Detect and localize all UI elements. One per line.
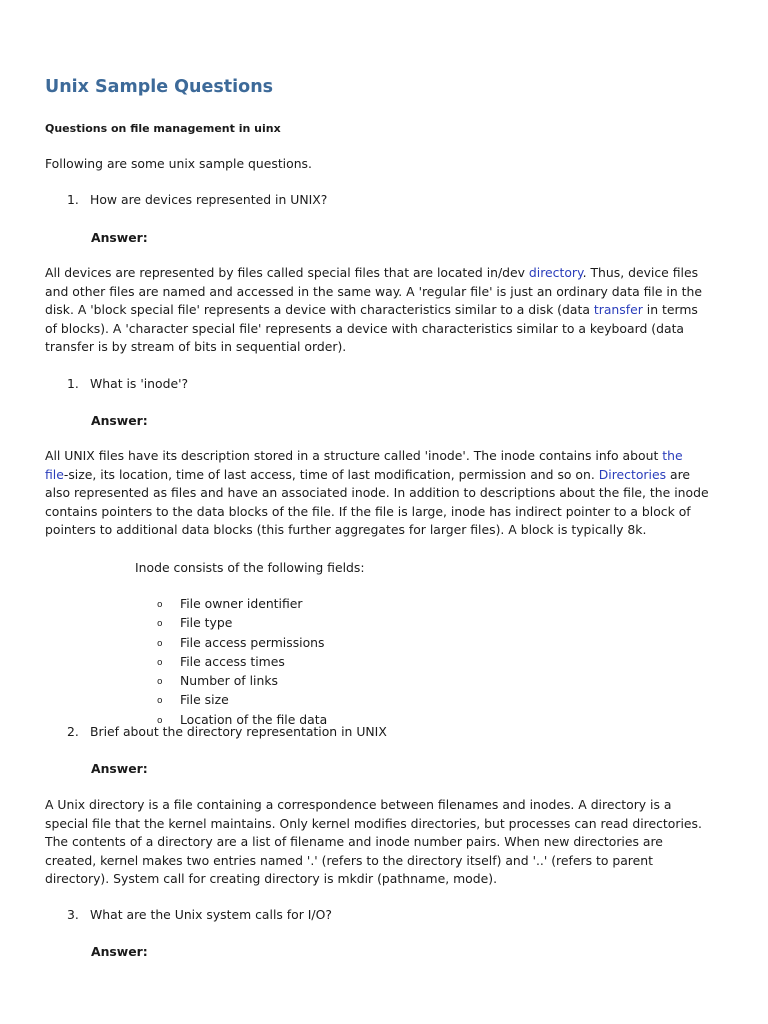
question-text: How are devices represented in UNIX? xyxy=(90,192,328,207)
list-item-text: Location of the file data xyxy=(180,711,328,727)
question-number: 3. xyxy=(67,907,79,922)
answer-1-paragraph xyxy=(45,264,725,357)
bullet-marker: o xyxy=(157,619,163,630)
answer-label: Answer: xyxy=(91,944,148,959)
link-transfer[interactable]: transfer xyxy=(593,302,643,317)
list-item-text: File access permissions xyxy=(180,634,325,650)
inode-fields-intro: Inode consists of the following fields: xyxy=(135,560,365,575)
question-text: Brief about the directory representation in UNIX xyxy=(90,724,387,739)
answer-text: are xyxy=(666,466,691,482)
question-text: What are the Unix system calls for I/O? xyxy=(90,907,332,922)
page-subtitle: Questions on file management in uinx xyxy=(45,122,281,135)
answer-line: contains pointers to the data blocks of the file. If the file is large, inode has indirect pointer to a block of xyxy=(45,503,691,519)
answer-line: and other files are named and accessed in the same way. A 'regular file' is just an ordinary data file in the xyxy=(45,283,703,299)
inode-fields-list xyxy=(157,595,327,730)
question-3 xyxy=(67,724,387,739)
list-item-text: File size xyxy=(180,692,229,708)
answer-line: pointers to additional data blocks (this further aggregates for larger files). A block is typically 8k. xyxy=(45,522,647,537)
answer-label: Answer: xyxy=(91,230,148,245)
question-number: 2. xyxy=(67,724,79,739)
list-item xyxy=(157,653,327,672)
list-item xyxy=(157,614,327,633)
bullet-marker: o xyxy=(157,638,163,649)
bullet-marker: o xyxy=(157,657,163,668)
list-item xyxy=(157,691,327,710)
question-2 xyxy=(67,376,188,391)
intro-paragraph: Following are some unix sample questions. xyxy=(45,156,312,171)
answer-line xyxy=(45,301,725,320)
link-the-file[interactable]: file xyxy=(45,466,64,482)
bullet-marker: o xyxy=(157,600,163,610)
link-directories[interactable]: Directories xyxy=(598,466,667,482)
answer-3-paragraph xyxy=(45,796,725,889)
answer-line: transfer is by stream of bits in sequential order). xyxy=(45,339,347,354)
list-item xyxy=(157,595,327,614)
answer-label: Answer: xyxy=(91,761,148,776)
answer-label: Answer: xyxy=(91,413,148,428)
list-item-text: File owner identifier xyxy=(180,596,303,611)
answer-line: also represented as files and have an associated inode. In addition to descriptions about the file, the inode xyxy=(45,485,709,500)
list-item xyxy=(157,634,327,653)
answer-text: in terms xyxy=(642,302,698,317)
answer-text: -size, its location, time of last access, time of last modification, permission and so on. xyxy=(63,466,599,482)
list-item xyxy=(157,672,327,691)
link-the-file[interactable]: the xyxy=(662,448,683,463)
bullet-marker: o xyxy=(157,696,163,707)
page-title: Unix Sample Questions xyxy=(45,77,274,97)
answer-line: special file that the kernel maintains. Only kernel modifies directories, but processes can read directories. xyxy=(45,815,702,831)
answer-line xyxy=(45,264,725,283)
question-1 xyxy=(67,192,327,207)
question-4 xyxy=(67,907,332,922)
answer-2-paragraph xyxy=(45,447,725,540)
answer-line: A Unix directory is a file containing a correspondence between filenames and inodes. A directory is a xyxy=(45,797,672,812)
answer-line: of blocks). A 'character special file' represents a device with characteristics similar to a keyboard (data xyxy=(45,320,685,336)
answer-line: directory). System call for creating directory is mkdir (pathname, mode). xyxy=(45,871,498,886)
answer-line xyxy=(45,466,725,485)
list-item-text: Number of links xyxy=(180,673,278,689)
list-item-text: File type xyxy=(180,615,233,631)
answer-text: . Thus, device files xyxy=(582,265,699,280)
answer-text: disk. A 'block special file' represents a device with characteristics similar to a disk (data xyxy=(45,302,594,317)
question-number: 1. xyxy=(67,192,79,207)
answer-line: The contents of a directory are a list of filename and inode number pairs. When new directories are xyxy=(45,834,663,849)
question-text: What is 'inode'? xyxy=(90,376,189,391)
answer-text: All UNIX files have its description stored in a structure called 'inode'. The inode contains info about xyxy=(45,448,663,463)
answer-line xyxy=(45,447,725,466)
bullet-marker: o xyxy=(157,677,163,688)
link-directory[interactable]: directory xyxy=(528,265,583,280)
bullet-marker: o xyxy=(157,715,163,726)
question-number: 1. xyxy=(67,376,79,391)
answer-line: created, kernel makes two entries named '.' (refers to the directory itself) and '..' (refers to parent xyxy=(45,852,653,868)
answer-text: All devices are represented by files called special files that are located in/dev xyxy=(45,265,529,280)
list-item-text: File access times xyxy=(180,653,285,669)
